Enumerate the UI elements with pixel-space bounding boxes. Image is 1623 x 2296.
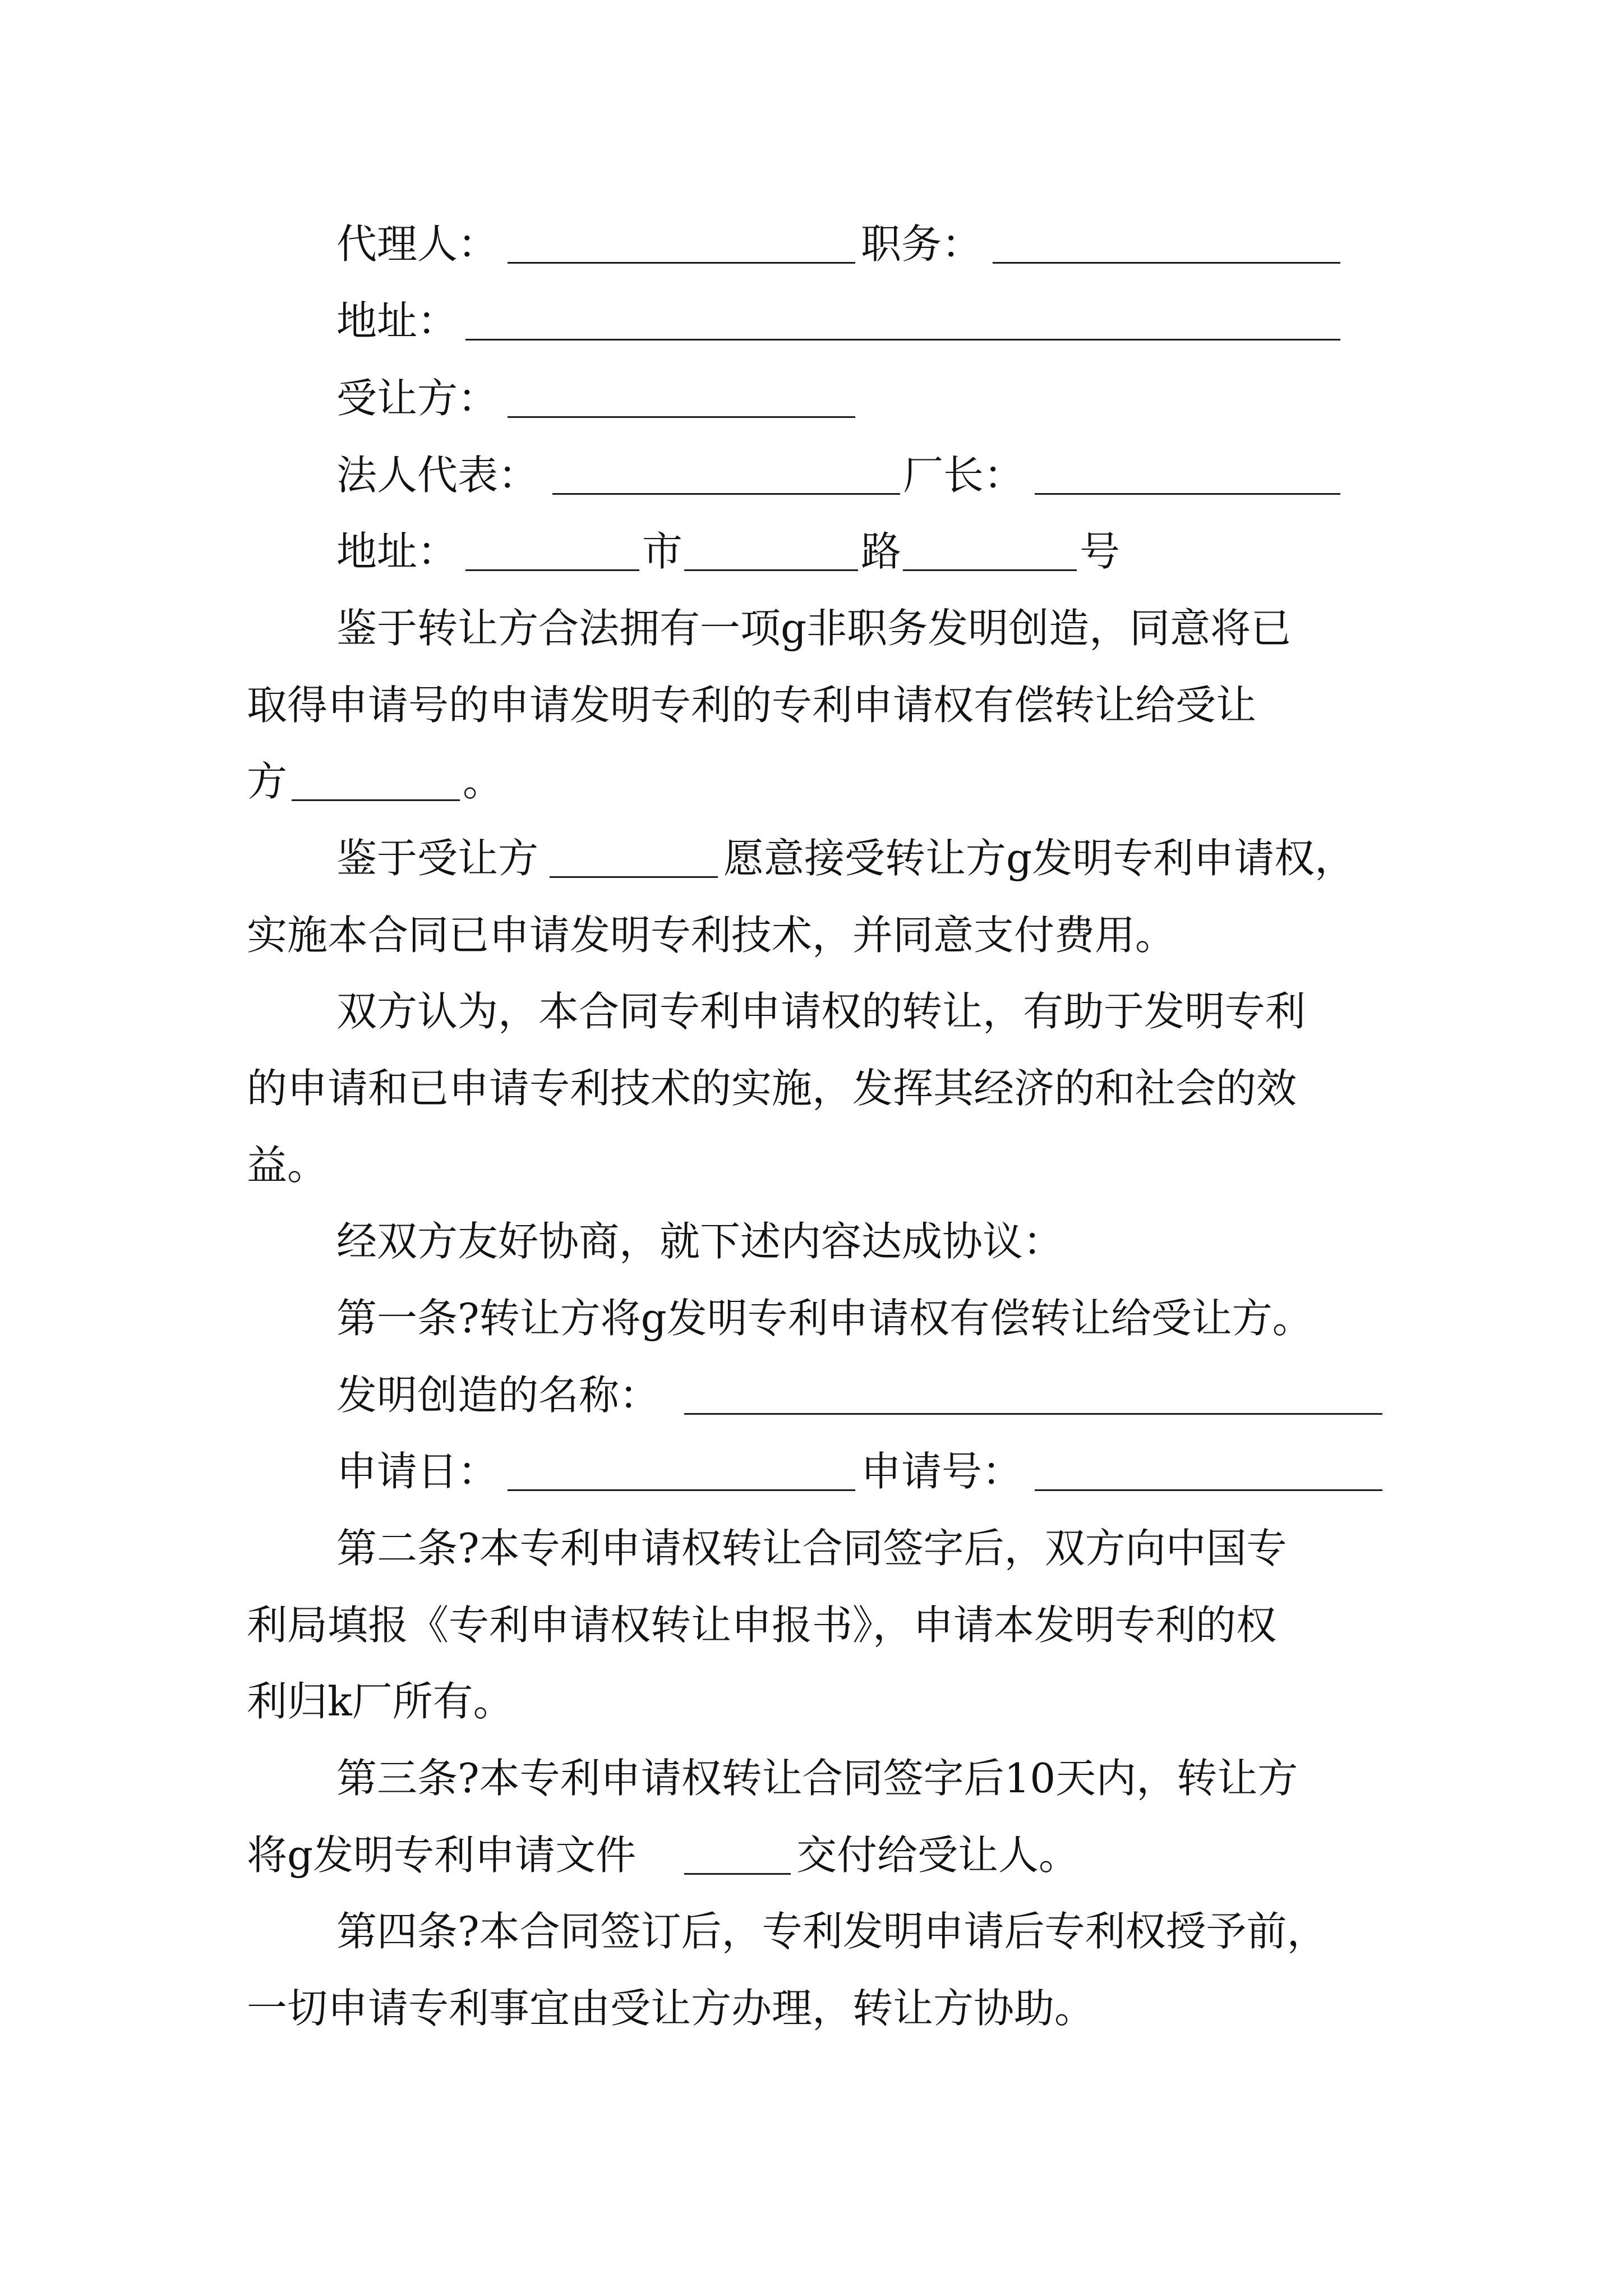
city-label: 市 — [642, 528, 683, 575]
application-row — [0, 1438, 1623, 1505]
para3-line3-text: 益。 — [247, 1142, 328, 1189]
article2-line1 — [0, 1515, 1623, 1582]
position-blank — [993, 262, 1340, 264]
number-label: 号 — [1080, 528, 1121, 575]
article4-line1 — [0, 1898, 1623, 1965]
article3-line1-text: 第三条?本专利申请权转让合同签字后10天内，转让方 — [336, 1755, 1298, 1802]
application-date-blank — [508, 1489, 855, 1491]
number-blank — [903, 569, 1077, 571]
article2-line3 — [0, 1668, 1623, 1735]
address1-row — [0, 287, 1623, 355]
director-label: 厂长： — [903, 452, 1025, 499]
article3-line2 — [0, 1821, 1623, 1889]
transferee-label: 受让方： — [336, 375, 499, 422]
para1-line2 — [0, 671, 1623, 739]
application-no-label: 申请号： — [861, 1448, 1023, 1495]
article2-line2-text: 利局填报《专利申请权转让申报书》，申请本发明专利的权 — [247, 1602, 1277, 1649]
article3-line1 — [0, 1745, 1623, 1812]
para2-line1-rest: 愿意接受转让方g发明专利申请权， — [723, 835, 1355, 882]
para1-line1 — [0, 595, 1623, 662]
para2-line2-text: 实施本合同已申请发明专利技术，并同意支付费用。 — [247, 912, 1176, 959]
para3-line2-text: 的申请和已申请专利技术的实施，发挥其经济的和社会的效 — [247, 1065, 1297, 1112]
city-blank — [465, 569, 639, 571]
address2-row — [0, 518, 1623, 585]
para3-line1-text: 双方认为，本合同专利申请权的转让，有助于发明专利 — [336, 988, 1306, 1035]
road-label: 路 — [861, 528, 902, 575]
agent-blank — [508, 262, 855, 264]
para1-line3-text: 方 — [247, 758, 288, 805]
director-blank — [1035, 493, 1340, 495]
article3-blank — [684, 1873, 791, 1875]
legal-rep-row — [0, 441, 1623, 509]
address1-label: 地址： — [336, 297, 458, 344]
agent-row — [0, 210, 1623, 278]
para3-line1 — [0, 978, 1623, 1045]
article1-text: 第一条?转让方将g发明专利申请权有偿转让给受让方。 — [336, 1295, 1313, 1342]
para2-blank — [550, 876, 718, 878]
invention-name-row — [0, 1361, 1623, 1429]
transferee-row — [0, 365, 1623, 432]
para1-line2-text: 取得申请号的申请发明专利的专利申请权有偿转让给受让 — [247, 682, 1257, 729]
article2-line3-text: 利归k厂所有。 — [247, 1678, 514, 1725]
para2-line1 — [0, 825, 1623, 892]
road-blank — [684, 569, 858, 571]
address1-blank — [465, 339, 1340, 341]
para3-line3 — [0, 1131, 1623, 1199]
article4-line2-text: 一切申请专利事宜由受让方办理，转让方协助。 — [247, 1985, 1095, 2032]
transferee-name-blank — [292, 799, 460, 801]
invention-name-blank — [684, 1413, 1382, 1415]
article4-line2 — [0, 1975, 1623, 2042]
para4-text: 经双方友好协商，就下述内容达成协议： — [336, 1218, 1064, 1265]
article2-line2 — [0, 1591, 1623, 1659]
para2-line2 — [0, 901, 1623, 969]
article4-line1-text: 第四条?本合同签订后，专利发明申请后专利权授予前， — [336, 1908, 1327, 1955]
article3-line2-text: 将g发明专利申请文件 — [247, 1832, 637, 1879]
para1-line3-end: 。 — [463, 758, 504, 805]
position-label: 职务： — [861, 220, 983, 268]
article1-line — [0, 1285, 1623, 1352]
invention-name-label: 发明创造的名称： — [336, 1372, 660, 1419]
article3-line2-rest: 交付给受让人。 — [796, 1832, 1080, 1879]
para4-line — [0, 1208, 1623, 1275]
agent-label: 代理人： — [336, 220, 499, 268]
legal-rep-blank — [552, 493, 900, 495]
legal-rep-label: 法人代表： — [336, 452, 539, 499]
transferee-blank — [508, 416, 855, 418]
para1-line1-text: 鉴于转让方合法拥有一项g非职务发明创造，同意将已 — [336, 605, 1292, 652]
address2-label: 地址： — [336, 528, 458, 575]
article2-line1-text: 第二条?本专利申请权转让合同签字后，双方向中国专 — [336, 1525, 1287, 1572]
application-date-label: 申请日： — [336, 1448, 499, 1495]
application-no-blank — [1035, 1489, 1382, 1491]
para1-line3 — [0, 748, 1623, 815]
para3-line2 — [0, 1055, 1623, 1122]
para2-line1-text: 鉴于受让方 — [336, 835, 539, 882]
